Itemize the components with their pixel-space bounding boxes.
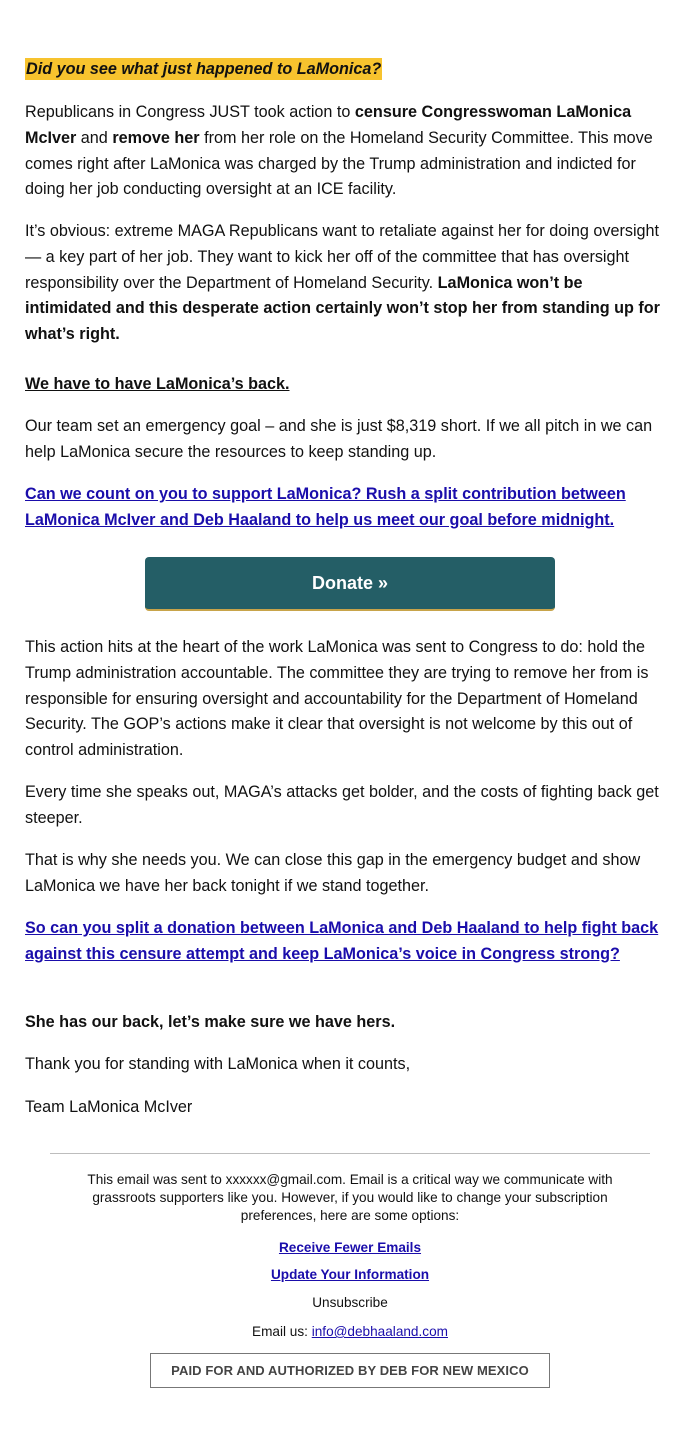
email-us-label: Email us: [252,1324,312,1339]
text-segment: from her role on the Homeland Security Committee. This move comes right after LaMonica was charged by the Trump administration and indicted for doing her job conducting oversight at an ICE facility. [25,128,653,199]
donate-button[interactable]: Donate » [145,557,555,611]
bold-segment: LaMonica won’t be intimidated and this desperate action certainly won’t stop her from standing up for what’s right. [25,273,660,344]
split-contribution-link[interactable]: Can we count on you to support LaMonica? Rush a split contribution between LaMonica McIver and Deb Haaland to help us meet our goal before midnight. [25,485,626,529]
text-segment: Republicans in Congress JUST took action to [25,103,355,121]
headline-highlight: Did you see what just happened to LaMonica? [26,60,382,78]
email-us-link[interactable]: info@debhaaland.com [311,1324,448,1339]
bold-segment: censure Congresswoman LaMonica McIver [25,103,632,147]
paragraph-thanks: Thank you for standing with LaMonica when it counts, [25,1055,411,1073]
paid-for-disclaimer: PAID FOR AND AUTHORIZED BY DEB FOR NEW MEXICO [150,1353,550,1388]
paragraph-needs-you: That is why she needs you. We can close this gap in the emergency budget and show LaMonica we have her back tonight if we stand together. [25,851,641,895]
signature: Team LaMonica McIver [25,1098,193,1116]
split-donation-link[interactable]: So can you split a donation between LaMonica and Deb Haaland to help fight back against this censure attempt and keep LaMonica’s voice in Congress strong? [25,919,659,963]
paragraph-emergency-goal: Our team set an emergency goal – and she is just $8,319 short. If we all pitch in we can help LaMonica secure the resources to keep standing up. [25,417,653,461]
text-segment: and [76,128,113,147]
email-us-row [50,1323,650,1341]
paragraph-retaliation [25,219,673,348]
bold-segment: remove her [112,128,200,147]
donate-link-paragraph [25,482,673,534]
paragraph-accountability: This action hits at the heart of the work LaMonica was sent to Congress to do: hold the Trump administration accountable. The committee they are trying to remove her from is responsible for ensuring oversight and accountability for the Department of Homeland Security. The GOP’s actions make it clear that oversight is not welcome by this out of control administration. [25,638,649,760]
donate-link-paragraph-2 [25,916,673,968]
paragraph-our-back: She has our back, let’s make sure we have hers. [25,1013,396,1031]
unsubscribe-link[interactable]: Unsubscribe [312,1295,388,1310]
footer-link-row [50,1239,650,1257]
subheading-have-her-back: We have to have LaMonica’s back. [25,375,290,393]
text-segment: It’s obvious: extreme MAGA Republicans want to retaliate against her for doing oversight — a key part of her job. They want to kick her off of the committee that has oversight responsibility over the Department of Homeland Security. [25,222,660,292]
footer-link-row [50,1266,650,1284]
footer-notice: This email was sent to xxxxxx@gmail.com. Email is a critical way we communicate with grassroots supporters like you. However, if you would like to change your subscription preferences, here are some options: [87,1172,613,1223]
paragraph-attacks: Every time she speaks out, MAGA’s attacks get bolder, and the costs of fighting back get steeper. [25,783,659,827]
paragraph-censure [25,100,673,203]
update-information-link[interactable]: Update Your Information [270,1267,430,1282]
email-footer [50,1153,650,1339]
receive-fewer-emails-link[interactable]: Receive Fewer Emails [278,1240,422,1255]
